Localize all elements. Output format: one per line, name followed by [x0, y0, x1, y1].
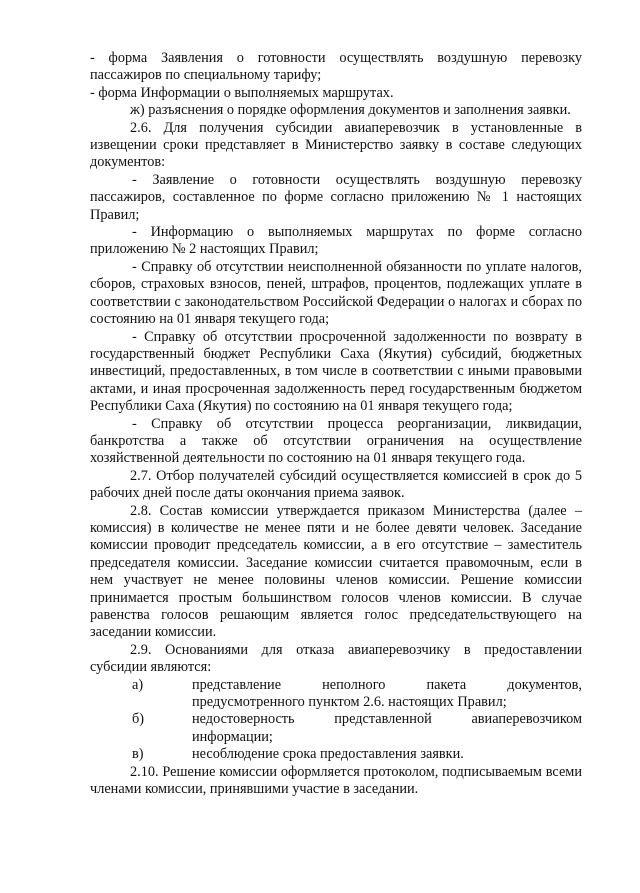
list-text: представление неполного пакета документов, предусмотренного пунктом 2.6. настоящих Правил; [192, 676, 582, 711]
paragraph-2-7: 2.7. Отбор получателей субсидий осуществляется комиссией в срок до 5 рабочих дней после даты окончания приема заявок. [90, 467, 582, 502]
paragraph-2-9: 2.9. Основаниями для отказа авиаперевозчику в предоставлении субсидии являются: [90, 641, 582, 676]
item-route-information: - Информацию о выполняемых маршрутах по форме согласно приложению № 2 настоящих Правил; [90, 224, 582, 258]
item-reorganization-certificate: - Справку об отсутствии процесса реорганизации, ликвидации, банкротства а также об отсутствии ограничения на осуществление хозяйственной деятельности по состоянию на 01 января текущего года. [90, 415, 582, 467]
list-marker: в) [132, 746, 144, 763]
paragraph-2-6: 2.6. Для получения субсидии авиаперевозчик в установленные в извещении сроки представляет в Министерство заявку в составе следующих документов: [90, 119, 582, 171]
list-item [90, 711, 582, 746]
list-marker: б) [132, 711, 145, 728]
paragraph-2-10: 2.10. Решение комиссии оформляется протоколом, подписываемым всеми членами комиссии, принявшими участие в заседании. [90, 763, 582, 798]
item-statement-readiness: - Заявление о готовности осуществлять воздушную перевозку пассажиров, составленное по форме согласно приложению № 1 настоящих Правил; [90, 171, 582, 223]
list-item [90, 677, 582, 712]
paragraph-2-8: 2.8. Состав комиссии утверждается приказом Министерства (далее – комиссия) в количестве не менее пяти и не более девяти человек. Заседание комиссии проводит председатель комиссии, а в его отсутствие – заместитель председателя комиссии. Заседание комиссии считается правомочным, если в нем участвует не менее половины членов комиссии. Решение комиссии принимается простым большинством голосов членов комиссии. В случае равенства голосов решающим является голос председательствующего на заседании комиссии. [90, 502, 582, 641]
paragraph-form-info: - форма Информации о выполняемых маршрутах. [90, 84, 394, 101]
list-text: несоблюдение срока предоставления заявки. [192, 746, 464, 763]
item-tax-certificate: - Справку об отсутствии неисполненной обязанности по уплате налогов, сборов, страховых взносов, пеней, штрафов, процентов, подлежащих уплате в соответствии с законодательством Российской Федерации о налогах и сборах по состоянию на 01 января текущего года; [90, 258, 582, 328]
paragraph-zh-clarifications: ж) разъяснения о порядке оформления документов и заполнения заявки. [130, 102, 571, 119]
paragraph-form-statement: - форма Заявления о готовности осуществлять воздушную перевозку пассажиров по специальному тарифу; [90, 50, 582, 84]
list-item [90, 746, 582, 763]
item-debt-certificate: - Справку об отсутствии просроченной задолженности по возврату в государственный бюджет Республики Саха (Якутия) субсидий, бюджетных инвестиций, предоставленных, в том числе в соответствии с иными правовыми актами, и иная просроченная задолженность перед государственным бюджетом Республики Саха (Якутия) по состоянию на 01 января текущего года; [90, 328, 582, 415]
list-marker: а) [132, 676, 144, 693]
list-text: недостоверность представленной авиаперевозчиком информации; [192, 711, 582, 745]
document-page [90, 50, 582, 798]
